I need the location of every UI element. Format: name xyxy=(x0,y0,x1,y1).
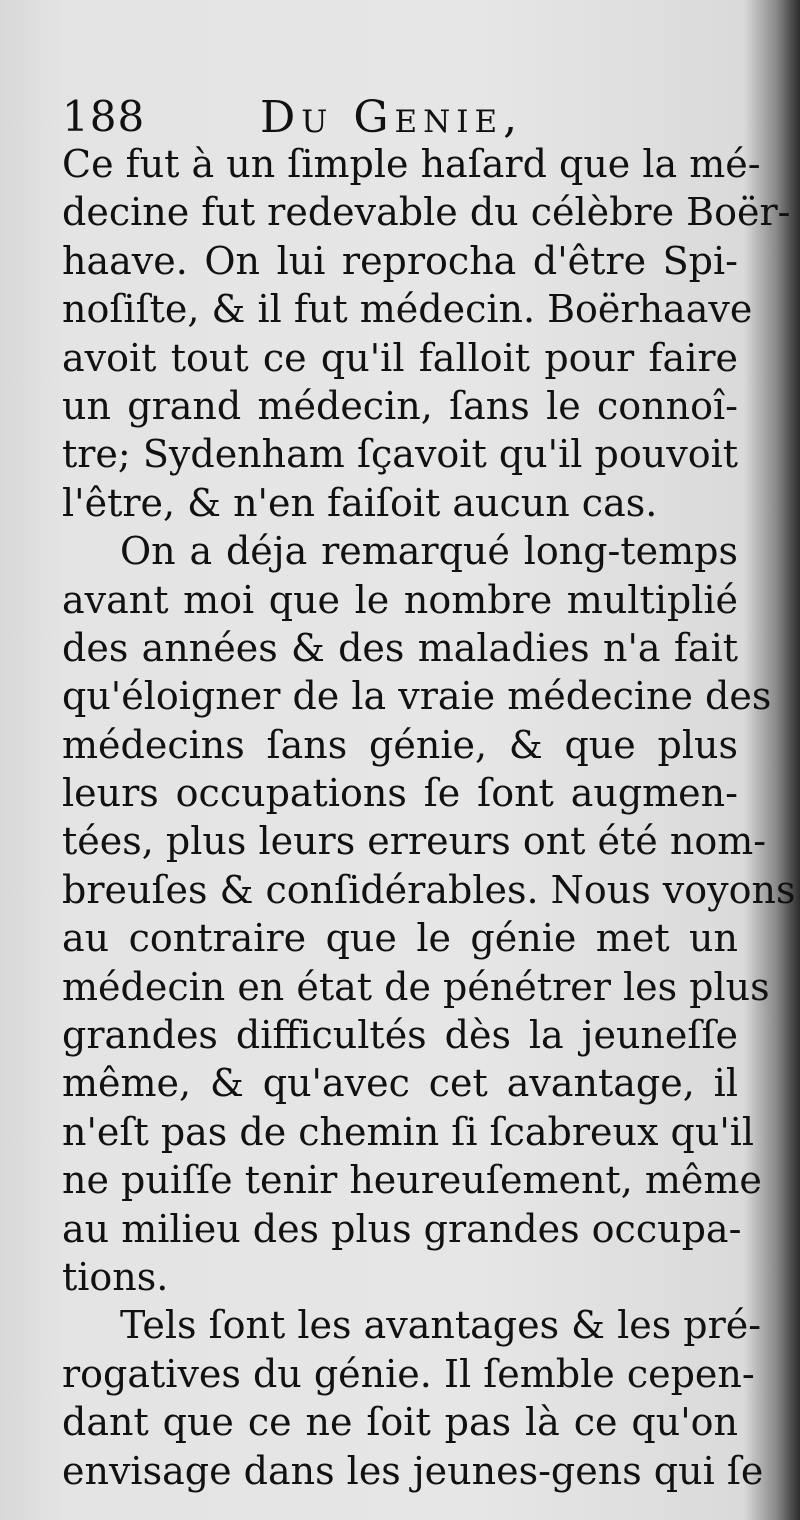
text-line: breuſes & conſidérables. Nous voyons xyxy=(62,867,796,912)
text-line: envisage dans les jeunes-gens qui ſe xyxy=(62,1448,764,1493)
text-line: l'être, & n'en faiſoit aucun cas. xyxy=(62,480,658,525)
text-line: médecin en état de pénétrer les plus xyxy=(62,964,770,1009)
text-line: ne puiſſe tenir heureuſement, même xyxy=(62,1158,762,1203)
text-line: au milieu des plus grandes occupa- xyxy=(62,1206,742,1251)
text-line: rogatives du génie. Il ſemble cepen- xyxy=(62,1351,755,1396)
text-line: qu'éloigner de la vraie médecine des xyxy=(62,674,772,719)
paragraph-1 xyxy=(62,140,791,527)
text-line: dant que ce ne ſoit pas là ce qu'on xyxy=(62,1400,738,1445)
text-line: grandes difficultés dès la jeuneſſe xyxy=(62,1013,738,1058)
text-line: noſiſte, & il fut médecin. Boërhaave xyxy=(62,287,753,332)
text-line: tre; Sydenham ſçavoit qu'il pouvoit xyxy=(62,432,738,477)
page-number: 188 xyxy=(62,92,146,141)
text-line: tions. xyxy=(62,1254,169,1299)
text-line: au contraire que le génie met un xyxy=(62,916,738,961)
text-line: même, & qu'avec cet avantage, il xyxy=(62,1061,738,1106)
paragraph-3 xyxy=(62,1301,764,1495)
text-line: Tels ſont les avantages & les pré- xyxy=(120,1303,762,1348)
text-line: Ce fut à un ſimple haſard que la mé- xyxy=(62,142,761,186)
body-text xyxy=(62,140,796,1495)
text-line: médecins ſans génie, & que plus xyxy=(62,722,738,767)
text-line: n'eſt pas de chemin ſi ſcabreux qu'il xyxy=(62,1109,755,1154)
text-line: un grand médecin, ſans le connoî- xyxy=(62,383,738,428)
text-line: des années & des maladies n'a fait xyxy=(62,625,738,670)
text-line: decine fut redevable du célèbre Boër- xyxy=(62,190,791,235)
paragraph-2 xyxy=(62,527,796,1301)
text-line: haave. On lui reprocha d'être Spi- xyxy=(62,238,738,283)
running-head: Du Genie, xyxy=(260,92,524,143)
text-line: tées, plus leurs erreurs ont été nom- xyxy=(62,819,767,864)
text-line: On a déja remarqué long-temps xyxy=(120,529,738,574)
text-line: leurs occupations ſe ſont augmen- xyxy=(62,771,738,816)
text-line: avoit tout ce qu'il falloit pour faire xyxy=(62,335,738,380)
text-line: avant moi que le nombre multiplié xyxy=(62,577,738,622)
